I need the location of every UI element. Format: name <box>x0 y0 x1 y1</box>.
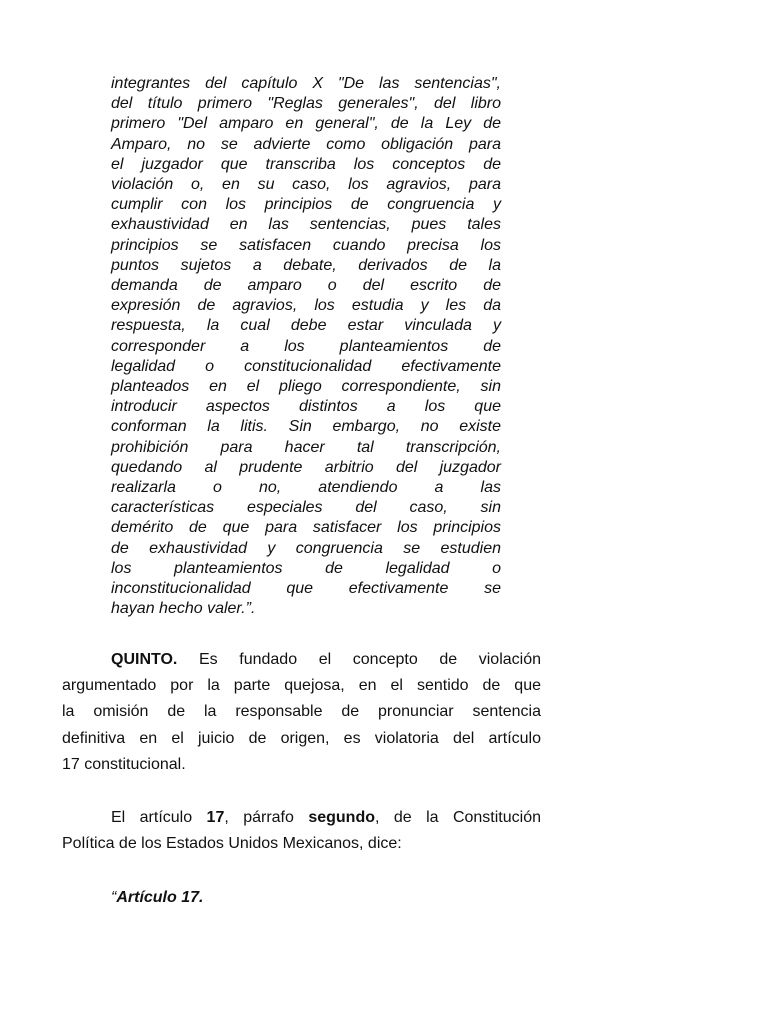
quote-line: quedando al prudente arbitrio del juzgador <box>111 458 501 476</box>
quote-line: integrantes del capítulo X "De las sentencias", <box>111 75 501 92</box>
article-17-heading: “Artículo 17. <box>111 889 204 906</box>
quote-line: demérito de que para satisfacer los principios <box>111 519 501 537</box>
quote-line: de exhaustividad y congruencia se estudien <box>111 539 501 557</box>
quote-line: introducir aspectos distintos a los que <box>111 398 501 416</box>
quote-line: puntos sujetos a debate, derivados de la <box>111 256 501 274</box>
articulo-paragraph <box>62 805 541 857</box>
articulo-line-2: Política de los Estados Unidos Mexicanos, dice: <box>62 835 402 853</box>
quote-line: realizarla o no, atendiendo a las <box>111 479 501 497</box>
quote-line: principios se satisfacen cuando precisa los <box>111 236 501 254</box>
quote-line: exhaustividad en las sentencias, pues tales <box>111 216 501 234</box>
quote-line: violación o, en su caso, los agravios, para <box>111 176 501 194</box>
quote-line: legalidad o constitucionalidad efectivamente <box>111 357 501 375</box>
quote-line: características especiales del caso, sin <box>111 499 501 517</box>
quinto-line-1: QUINTO. Es fundado el concepto de violación <box>111 651 541 668</box>
quote-line: el juzgador que transcriba los conceptos de <box>111 155 501 173</box>
quote-line: corresponder a los planteamientos de <box>111 337 501 355</box>
quote-line: demanda de amparo o del escrito de <box>111 277 501 295</box>
quote-line: los planteamientos de legalidad o <box>111 559 501 577</box>
quote-line: Amparo, no se advierte como obligación para <box>111 135 501 153</box>
quinto-line-4: definitiva en el juicio de origen, es violatoria del artículo <box>62 729 541 747</box>
quoted-thesis-text <box>111 74 501 619</box>
quote-line: prohibición para hacer tal transcripción, <box>111 438 501 456</box>
quote-line: conforman la litis. Sin embargo, no existe <box>111 418 501 436</box>
quote-line: primero "Del amparo en general", de la Ley de <box>111 115 501 133</box>
quote-line: inconstitucionalidad que efectivamente se <box>111 580 501 598</box>
quote-line: expresión de agravios, los estudia y les da <box>111 297 501 315</box>
quinto-line-2: argumentado por la parte quejosa, en el sentido de que <box>62 677 541 695</box>
quote-line: hayan hecho valer.”. <box>111 600 256 618</box>
quote-line: respuesta, la cual debe estar vinculada y <box>111 317 501 335</box>
quinto-heading: QUINTO. <box>111 651 178 668</box>
quinto-line-5: 17 constitucional. <box>62 755 186 773</box>
quinto-line-3: la omisión de la responsable de pronunciar sentencia <box>62 703 541 721</box>
articulo-line-1: El artículo 17, párrafo segundo, de la Constitución <box>111 809 542 826</box>
quote-line: cumplir con los principios de congruencia y <box>111 196 501 214</box>
quote-line: del título primero "Reglas generales", del libro <box>111 95 501 113</box>
quinto-paragraph <box>62 647 541 778</box>
quote-line: planteados en el pliego correspondiente, sin <box>111 378 501 396</box>
